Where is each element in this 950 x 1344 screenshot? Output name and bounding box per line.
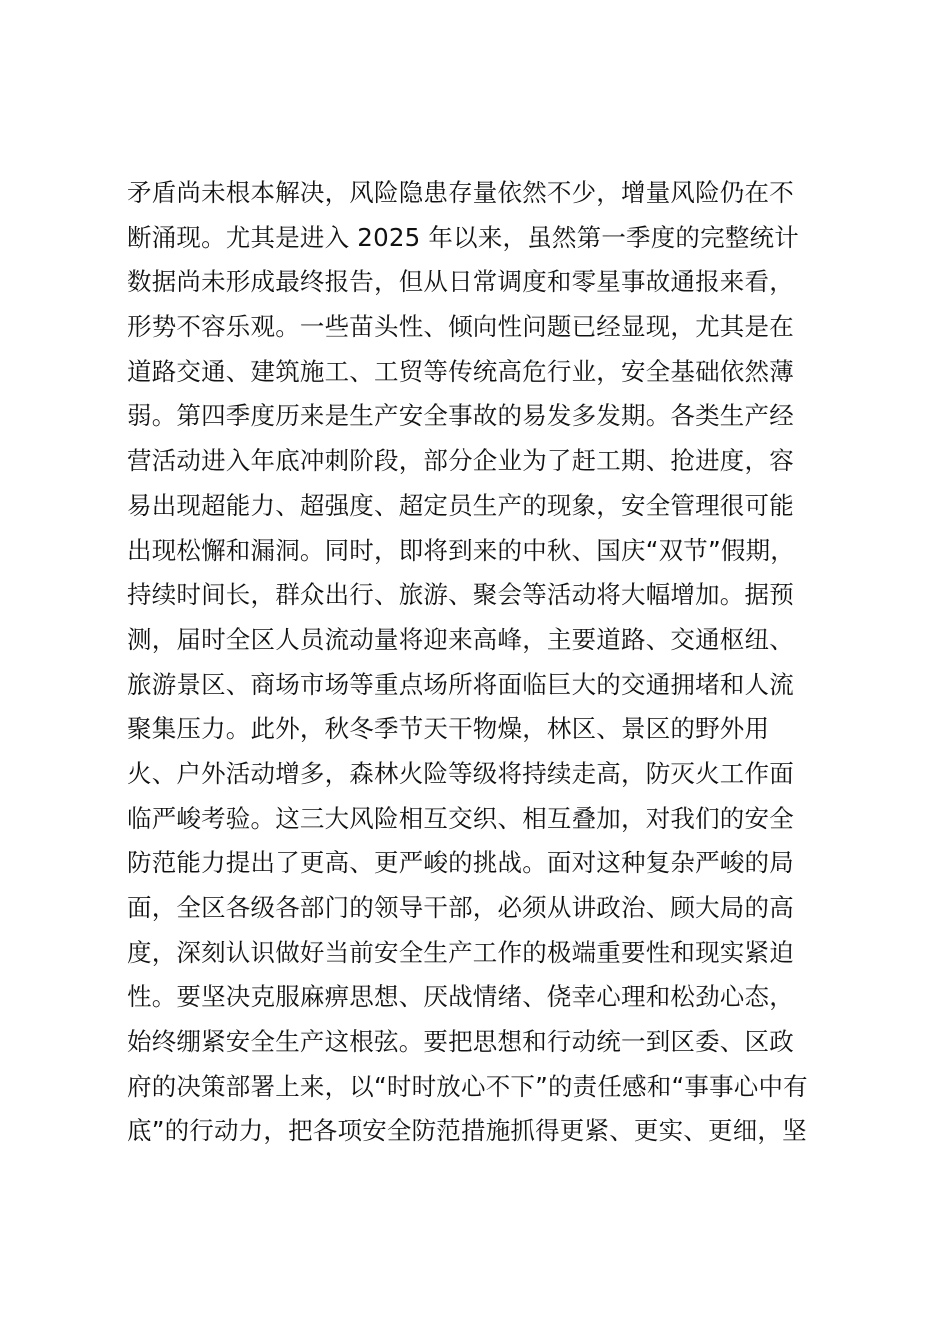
text-line: 持续时间长，群众出行、旅游、聚会等活动将大幅增加。据预 xyxy=(127,580,794,610)
text-line: 道路交通、建筑施工、工贸等传统高危行业，安全基础依然薄 xyxy=(127,356,794,386)
text-line: 测，届时全区人员流动量将迎来高峰，主要道路、交通枢纽、 xyxy=(127,624,794,654)
text-line: 防范能力提出了更高、更严峻的挑战。面对这种复杂严峻的局 xyxy=(127,848,794,878)
text-line: 火、户外活动增多，森林火险等级将持续走高，防灭火工作面 xyxy=(127,758,794,788)
text-line: 形势不容乐观。一些苗头性、倾向性问题已经显现，尤其是在 xyxy=(127,312,794,342)
text-line: 出现松懈和漏洞。同时，即将到来的中秋、国庆“双节”假期， xyxy=(127,535,795,565)
text-line: 矛盾尚未根本解决，风险隐患存量依然不少，增量风险仍在不 xyxy=(127,178,794,207)
text-line: 断涌现。尤其是进入 2025 年以来，虽然第一季度的完整统计 xyxy=(127,222,799,252)
text-line: 弱。第四季度历来是生产安全事故的易发多发期。各类生产经 xyxy=(127,401,794,431)
text-line: 营活动进入年底冲刺阶段，部分企业为了赶工期、抢进度，容 xyxy=(127,446,794,476)
text-line: 底”的行动力，把各项安全防范措施抓得更紧、更实、更细，坚 xyxy=(127,1116,807,1146)
text-line: 数据尚未形成最终报告，但从日常调度和零星事故通报来看， xyxy=(127,267,794,297)
text-line: 始终绷紧安全生产这根弦。要把思想和行动统一到区委、区政 xyxy=(127,1027,794,1057)
text-line: 性。要坚决克服麻痹思想、厌战情绪、侥幸心理和松劲心态， xyxy=(127,982,794,1012)
text-line: 易出现超能力、超强度、超定员生产的现象，安全管理很可能 xyxy=(127,490,794,520)
text-line: 面，全区各级各部门的领导干部，必须从讲政治、顾大局的高 xyxy=(127,893,794,922)
text-line: 府的决策部署上来，以“时时放心不下”的责任感和“事事心中有 xyxy=(127,1071,808,1101)
body-paragraph xyxy=(127,171,827,1154)
text-line: 聚集压力。此外，秋冬季节天干物燥，林区、景区的野外用 xyxy=(127,714,770,744)
text-line: 度，深刻认识做好当前安全生产工作的极端重要性和现实紧迫 xyxy=(127,937,794,967)
text-line: 临严峻考验。这三大风险相互交织、相互叠加，对我们的安全 xyxy=(127,803,794,833)
text-line: 旅游景区、商场市场等重点场所将面临巨大的交通拥堵和人流 xyxy=(127,669,794,699)
